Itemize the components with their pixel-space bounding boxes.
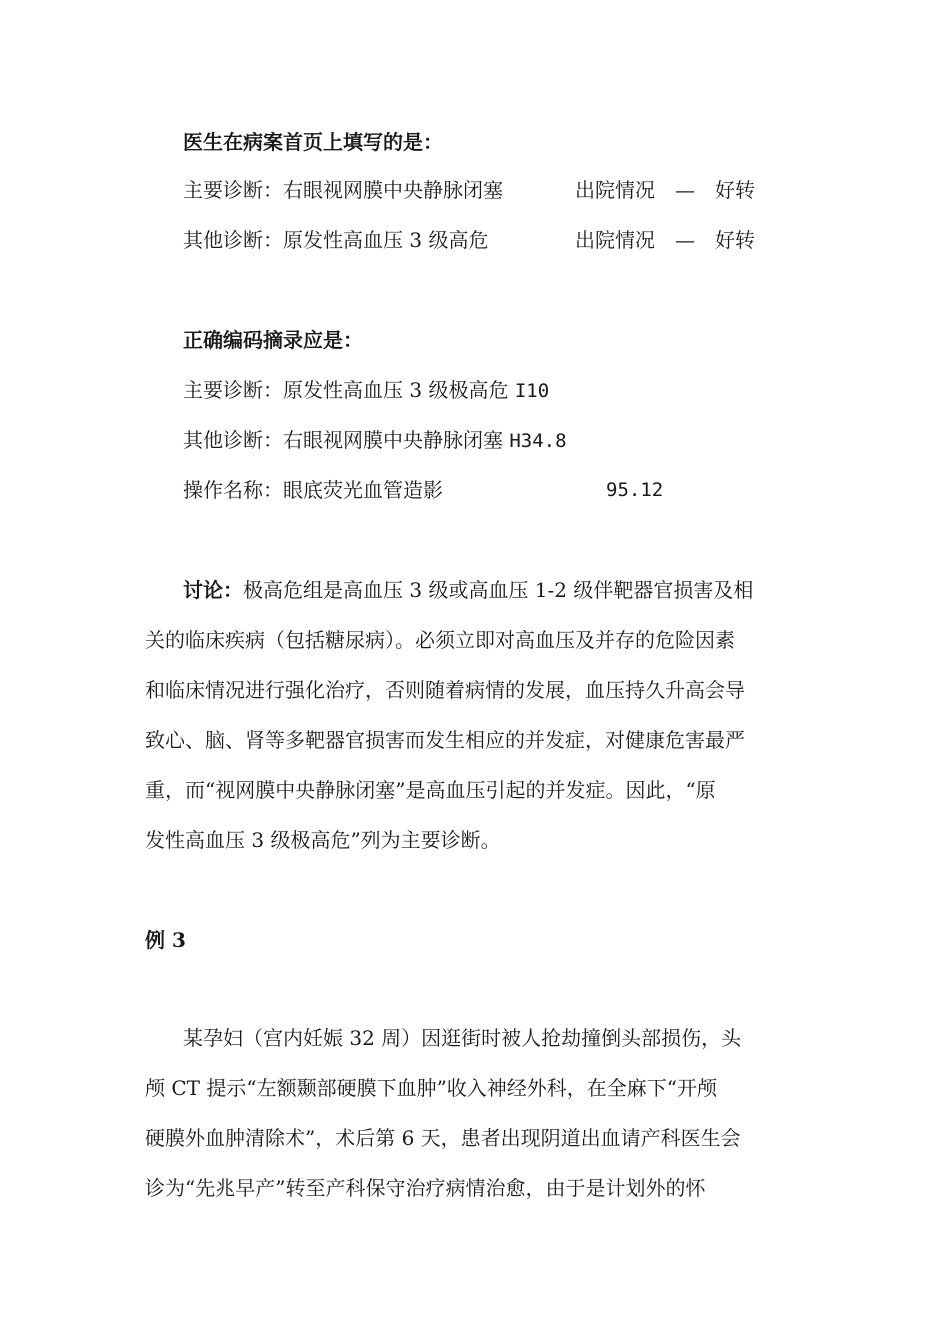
main-diagnosis-text: 右眼视网膜中央静脉闭塞 [283, 178, 503, 202]
other-diagnosis-text: 原发性高血压 3 级高危 [283, 228, 489, 252]
example-3-line-1: 某孕妇（宫内妊娠 32 周）因逛街时被人抢劫撞倒头部损伤，头 [183, 1026, 742, 1050]
discussion-line-6: 发性高血压 3 级极高危”列为主要诊断。 [145, 828, 501, 852]
discussion-label: 讨论： [183, 578, 243, 602]
discussion-line-4: 致心、脑、肾等多靶器官损害而发生相应的并发症，对健康危害最严 [145, 728, 745, 752]
discussion-line-2: 关的临床疾病（包括糖尿病）。必须立即对高血压及并存的危险因素 [145, 628, 735, 652]
other-diagnosis-outcome: 出院情况 — 好转 [575, 228, 755, 252]
main-diagnosis-label: 主要诊断： [183, 378, 283, 402]
other-diagnosis-code: H34.8 [509, 430, 567, 452]
example-3-heading: 例 3 [145, 928, 186, 952]
discussion-text: 极高危组是高血压 3 级或高血压 1-2 级伴靶器官损害及相 [243, 578, 754, 602]
example-3-line-2: 颅 CT 提示“左额颞部硬膜下血肿”收入神经外科，在全麻下“开颅 [145, 1076, 718, 1100]
section2-main-diagnosis-row [183, 376, 549, 404]
other-diagnosis-text: 右眼视网膜中央静脉闭塞 [283, 428, 503, 452]
main-diagnosis-outcome: 出院情况 — 好转 [575, 178, 755, 202]
operation-text: 眼底荧光血管造影 [283, 478, 443, 502]
section2-other-diagnosis-row [183, 426, 567, 454]
operation-code: 95.12 [606, 479, 664, 501]
example-3-line-4: 诊为“先兆早产”转至产科保守治疗病情治愈，由于是计划外的怀 [145, 1176, 706, 1200]
example-3-line-3: 硬膜外血肿清除术”，术后第 6 天，患者出现阴道出血请产科医生会 [145, 1126, 741, 1150]
other-diagnosis-label: 其他诊断： [183, 428, 283, 452]
discussion-line-5: 重，而“视网膜中央静脉闭塞”是高血压引起的并发症。因此，“原 [145, 778, 716, 802]
section1-heading: 医生在病案首页上填写的是： [183, 130, 443, 154]
operation-label: 操作名称： [183, 478, 283, 502]
main-diagnosis-code: I10 [514, 380, 550, 402]
main-diagnosis-label: 主要诊断： [183, 178, 283, 202]
section2-operation-row [183, 476, 443, 504]
other-diagnosis-label: 其他诊断： [183, 228, 283, 252]
discussion-line-3: 和临床情况进行强化治疗，否则随着病情的发展，血压持久升高会导 [145, 678, 745, 702]
main-diagnosis-text: 原发性高血压 3 级极高危 [283, 378, 509, 402]
section1-main-diagnosis-row [183, 176, 503, 204]
section1-other-diagnosis-row [183, 226, 488, 254]
discussion-line-1 [183, 576, 753, 604]
section2-heading: 正确编码摘录应是： [183, 328, 363, 352]
